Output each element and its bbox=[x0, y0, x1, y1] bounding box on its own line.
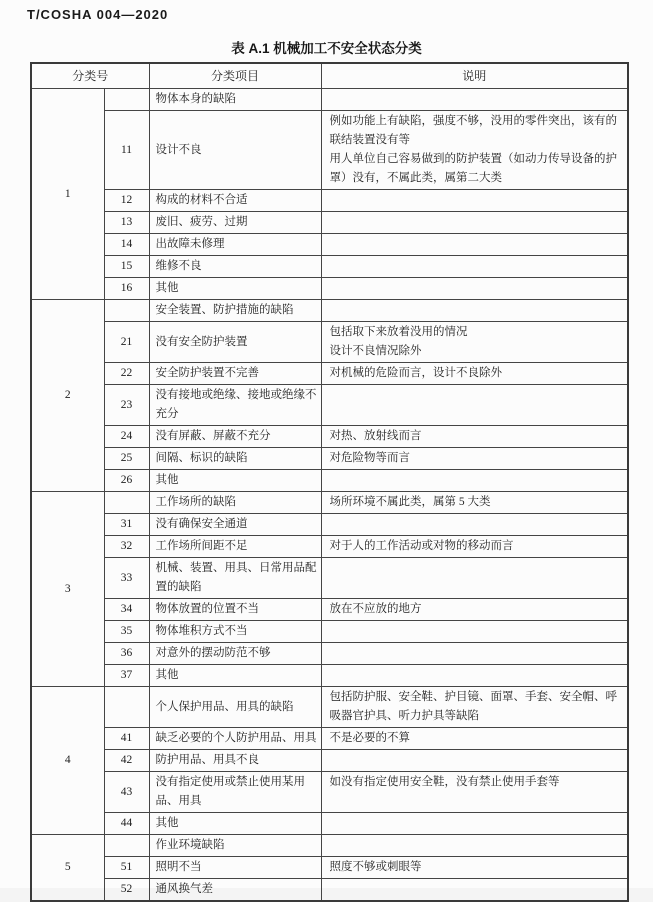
row-number-cell: 23 bbox=[104, 385, 149, 426]
row-number-cell: 22 bbox=[104, 363, 149, 385]
description-cell bbox=[321, 363, 628, 385]
table-row bbox=[31, 835, 628, 857]
description-cell bbox=[321, 621, 628, 643]
group-number-cell: 3 bbox=[31, 492, 104, 687]
category-item-cell: 安全装置、防护措施的缺陷 bbox=[149, 300, 321, 322]
category-item-cell: 工作场所间距不足 bbox=[149, 536, 321, 558]
table-row bbox=[31, 857, 628, 879]
category-item-cell: 其他 bbox=[149, 813, 321, 835]
description-paragraph: 放在不应放的地方 bbox=[329, 603, 422, 615]
table-row bbox=[31, 643, 628, 665]
row-number-cell: 31 bbox=[104, 514, 149, 536]
category-item-cell: 没有指定使用或禁止使用某用品、用具 bbox=[149, 772, 321, 813]
description-paragraph: 对热、放射线而言 bbox=[329, 430, 422, 442]
row-number-cell: 15 bbox=[104, 256, 149, 278]
header-category-item: 分类项目 bbox=[149, 63, 321, 89]
table-row bbox=[31, 492, 628, 514]
category-item-cell: 作业环境缺陷 bbox=[149, 835, 321, 857]
row-number-cell: 42 bbox=[104, 750, 149, 772]
row-number-cell bbox=[104, 835, 149, 857]
table-title: 表 A.1 机械加工不安全状态分类 bbox=[231, 41, 422, 56]
description-cell bbox=[321, 772, 628, 813]
category-item-cell: 维修不良 bbox=[149, 256, 321, 278]
table-row bbox=[31, 111, 628, 190]
row-number-cell: 44 bbox=[104, 813, 149, 835]
header-category-no: 分类号 bbox=[31, 63, 149, 89]
doc-number: T/COSHA 004—2020 bbox=[27, 7, 169, 22]
row-number-cell: 52 bbox=[104, 879, 149, 902]
table-row bbox=[31, 448, 628, 470]
description-cell bbox=[321, 813, 628, 835]
group-number-cell: 2 bbox=[31, 300, 104, 492]
description-paragraph: 用人单位自己容易做到的防护装置（如动力传导设备的护罩）没有，不属此类，属第二大类 bbox=[329, 153, 618, 184]
description-paragraph: 不是必要的不算 bbox=[329, 732, 411, 744]
row-number-cell: 25 bbox=[104, 448, 149, 470]
description-cell bbox=[321, 426, 628, 448]
description-paragraph: 对机械的危险而言，设计不良除外 bbox=[329, 367, 503, 379]
table-row bbox=[31, 300, 628, 322]
description-cell bbox=[321, 212, 628, 234]
row-number-cell: 12 bbox=[104, 190, 149, 212]
description-cell bbox=[321, 448, 628, 470]
description-cell bbox=[321, 835, 628, 857]
table-row bbox=[31, 385, 628, 426]
table-row bbox=[31, 599, 628, 621]
description-cell bbox=[321, 665, 628, 687]
category-item-cell: 出故障未修理 bbox=[149, 234, 321, 256]
category-item-cell: 工作场所的缺陷 bbox=[149, 492, 321, 514]
description-cell bbox=[321, 536, 628, 558]
description-cell bbox=[321, 599, 628, 621]
category-item-cell: 其他 bbox=[149, 470, 321, 492]
category-item-cell: 物体放置的位置不当 bbox=[149, 599, 321, 621]
row-number-cell: 37 bbox=[104, 665, 149, 687]
description-paragraph: 包括防护服、安全鞋、护目镜、面罩、手套、安全帽、呼吸器官护具、听力护具等缺陷 bbox=[329, 691, 618, 722]
description-cell bbox=[321, 190, 628, 212]
row-number-cell bbox=[104, 300, 149, 322]
classification-table-body bbox=[31, 89, 628, 902]
description-cell bbox=[321, 558, 628, 599]
table-row bbox=[31, 470, 628, 492]
table-row bbox=[31, 772, 628, 813]
row-number-cell: 33 bbox=[104, 558, 149, 599]
description-cell bbox=[321, 234, 628, 256]
category-item-cell: 对意外的摆动防范不够 bbox=[149, 643, 321, 665]
table-row bbox=[31, 514, 628, 536]
row-number-cell: 43 bbox=[104, 772, 149, 813]
description-cell bbox=[321, 300, 628, 322]
table-row bbox=[31, 212, 628, 234]
category-item-cell: 缺乏必要的个人防护用品、用具 bbox=[149, 728, 321, 750]
category-item-cell: 物体堆积方式不当 bbox=[149, 621, 321, 643]
description-paragraph: 包括取下来放着没用的情况 bbox=[329, 326, 468, 338]
row-number-cell bbox=[104, 89, 149, 111]
row-number-cell: 34 bbox=[104, 599, 149, 621]
row-number-cell: 11 bbox=[104, 111, 149, 190]
table-row bbox=[31, 256, 628, 278]
description-paragraph: 对于人的工作活动或对物的移动而言 bbox=[329, 540, 514, 552]
category-item-cell: 物体本身的缺陷 bbox=[149, 89, 321, 111]
table-row bbox=[31, 750, 628, 772]
table-row bbox=[31, 665, 628, 687]
description-paragraph: 对危险物等而言 bbox=[329, 452, 411, 464]
category-item-cell: 安全防护装置不完善 bbox=[149, 363, 321, 385]
group-number-cell: 5 bbox=[31, 835, 104, 902]
description-cell bbox=[321, 514, 628, 536]
description-cell bbox=[321, 728, 628, 750]
table-row bbox=[31, 621, 628, 643]
category-item-cell: 通风换气差 bbox=[149, 879, 321, 902]
description-cell bbox=[321, 470, 628, 492]
row-number-cell bbox=[104, 492, 149, 514]
description-paragraph: 设计不良情况除外 bbox=[329, 345, 422, 357]
row-number-cell: 36 bbox=[104, 643, 149, 665]
description-cell bbox=[321, 322, 628, 363]
table-row bbox=[31, 89, 628, 111]
row-number-cell: 32 bbox=[104, 536, 149, 558]
category-item-cell: 废旧、疲劳、过期 bbox=[149, 212, 321, 234]
description-cell bbox=[321, 278, 628, 300]
classification-table bbox=[30, 62, 629, 902]
group-number-cell: 1 bbox=[31, 89, 104, 300]
header-description: 说明 bbox=[321, 63, 628, 89]
category-item-cell: 间隔、标识的缺陷 bbox=[149, 448, 321, 470]
row-number-cell: 26 bbox=[104, 470, 149, 492]
category-item-cell: 没有确保安全通道 bbox=[149, 514, 321, 536]
row-number-cell: 14 bbox=[104, 234, 149, 256]
category-item-cell: 照明不当 bbox=[149, 857, 321, 879]
category-item-cell: 没有安全防护装置 bbox=[149, 322, 321, 363]
description-cell bbox=[321, 89, 628, 111]
description-paragraph: 例如功能上有缺陷，强度不够，没用的零件突出，该有的联结装置没有等 bbox=[329, 115, 618, 146]
row-number-cell: 13 bbox=[104, 212, 149, 234]
description-cell bbox=[321, 492, 628, 514]
table-row bbox=[31, 190, 628, 212]
description-paragraph: 场所环境不属此类，属第 5 大类 bbox=[329, 496, 491, 508]
category-item-cell: 其他 bbox=[149, 665, 321, 687]
table-row bbox=[31, 278, 628, 300]
description-cell bbox=[321, 643, 628, 665]
group-number-cell: 4 bbox=[31, 687, 104, 835]
description-cell bbox=[321, 256, 628, 278]
table-row bbox=[31, 536, 628, 558]
table-row bbox=[31, 426, 628, 448]
description-cell bbox=[321, 111, 628, 190]
description-paragraph: 如没有指定使用安全鞋，没有禁止使用手套等 bbox=[329, 776, 560, 788]
category-item-cell: 设计不良 bbox=[149, 111, 321, 190]
category-item-cell: 防护用品、用具不良 bbox=[149, 750, 321, 772]
category-item-cell: 构成的材料不合适 bbox=[149, 190, 321, 212]
table-row bbox=[31, 728, 628, 750]
row-number-cell: 16 bbox=[104, 278, 149, 300]
category-item-cell: 其他 bbox=[149, 278, 321, 300]
description-cell bbox=[321, 687, 628, 728]
table-row bbox=[31, 363, 628, 385]
category-item-cell: 没有屏蔽、屏蔽不充分 bbox=[149, 426, 321, 448]
row-number-cell: 51 bbox=[104, 857, 149, 879]
row-number-cell: 35 bbox=[104, 621, 149, 643]
description-paragraph: 照度不够或刺眼等 bbox=[329, 861, 422, 873]
row-number-cell: 24 bbox=[104, 426, 149, 448]
table-row bbox=[31, 687, 628, 728]
table-row bbox=[31, 813, 628, 835]
category-item-cell: 个人保护用品、用具的缺陷 bbox=[149, 687, 321, 728]
description-cell bbox=[321, 879, 628, 902]
description-cell bbox=[321, 385, 628, 426]
row-number-cell bbox=[104, 687, 149, 728]
description-cell bbox=[321, 750, 628, 772]
table-row bbox=[31, 558, 628, 599]
row-number-cell: 21 bbox=[104, 322, 149, 363]
category-item-cell: 没有接地或绝缘、接地或绝缘不充分 bbox=[149, 385, 321, 426]
row-number-cell: 41 bbox=[104, 728, 149, 750]
table-row bbox=[31, 322, 628, 363]
category-item-cell: 机械、装置、用具、日常用品配置的缺陷 bbox=[149, 558, 321, 599]
table-row bbox=[31, 234, 628, 256]
table-row bbox=[31, 879, 628, 902]
table-header-row bbox=[31, 63, 628, 89]
description-cell bbox=[321, 857, 628, 879]
